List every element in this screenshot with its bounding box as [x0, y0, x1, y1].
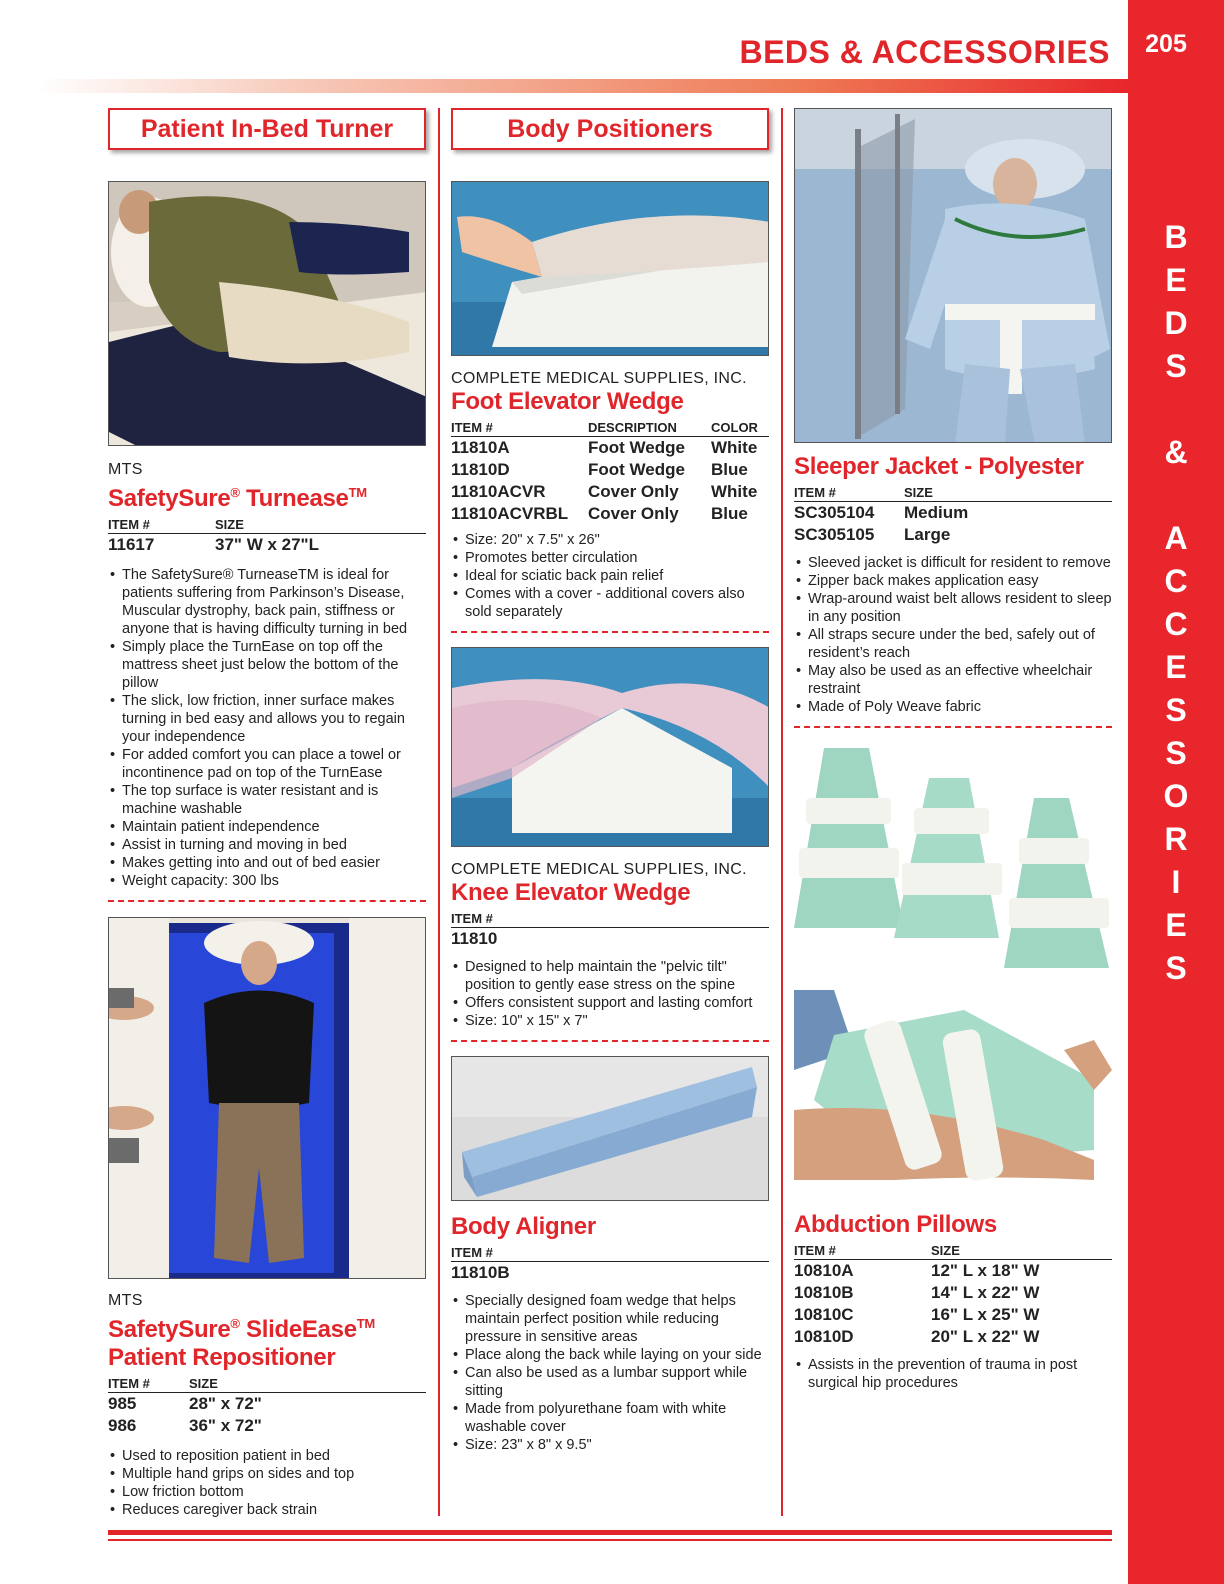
table-row: 10810B 14" L x 22" W [794, 1283, 1040, 1302]
list-item: • Simply place the TurnEase on top off the mattress sheet just below the bottom of the pillow [108, 638, 426, 692]
turnease-features [108, 566, 426, 890]
table-row: 10810D 20" L x 22" W [794, 1327, 1040, 1346]
side-tab-letter: & [1164, 434, 1188, 470]
table-row: 11810D Foot Wedge Blue [451, 460, 748, 479]
list-item: • All straps secure under the bed, safely out of resident’s reach [794, 626, 1112, 662]
col-header-item: ITEM # [108, 1376, 189, 1393]
category-header-positioners: Body Positioners [451, 108, 769, 150]
turnease-spec-table [108, 517, 426, 556]
side-section-tab [1128, 216, 1224, 990]
list-item: • Specially designed foam wedge that helps maintain perfect position while reducing pressure in sensitive areas [451, 1292, 769, 1346]
slideease-brand: MTS [108, 1292, 143, 1309]
table-row: 10810A 12" L x 18" W [794, 1261, 1040, 1280]
footer-rule [108, 1530, 1112, 1535]
column-turners [108, 108, 426, 1519]
table-row: 11810A Foot Wedge White [451, 438, 758, 457]
body-aligner-product-name: Body Aligner [451, 1213, 596, 1240]
foot-wedge-brand: COMPLETE MEDICAL SUPPLIES, INC. [451, 370, 747, 387]
side-tab-letter: E [1165, 907, 1187, 943]
dashed-divider [451, 1040, 769, 1042]
side-tab-letter: D [1164, 305, 1188, 341]
abduction-features [794, 1356, 1112, 1392]
sleeper-jacket-features [794, 554, 1112, 716]
list-item: • Used to reposition patient in bed [108, 1447, 426, 1465]
list-item: • Designed to help maintain the "pelvic tilt" position to gently ease stress on the spine [451, 958, 769, 994]
col-header-size: SIZE [189, 1376, 426, 1393]
list-item: • Size: 10" x 15" x 7" [451, 1012, 769, 1030]
list-item: • Weight capacity: 300 lbs [108, 872, 426, 890]
list-item: • Promotes better circulation [451, 549, 769, 567]
list-item: • Made from polyurethane foam with white washable cover [451, 1400, 769, 1436]
body-aligner-photo [451, 1056, 769, 1201]
col-header-color: COLOR [711, 420, 769, 437]
column-restraints [794, 108, 1112, 1392]
list-item: • Size: 23" x 8" x 9.5" [451, 1436, 769, 1454]
list-item: • Multiple hand grips on sides and top [108, 1465, 426, 1483]
body-aligner-spec-table [451, 1245, 769, 1284]
side-tab-letter: I [1171, 864, 1181, 900]
table-row: SC305104 Medium [794, 503, 969, 522]
col-header-item: ITEM # [108, 517, 215, 534]
slideease-product-name: SafetySure® SlideEase™ Patient Repositioner [108, 1316, 375, 1371]
abduction-product-name: Abduction Pillows [794, 1211, 997, 1238]
section-title: BEDS & ACCESSORIES [739, 34, 1110, 70]
col-header-item: ITEM # [794, 485, 904, 502]
side-tab-letter: S [1165, 735, 1187, 771]
side-tab-letter: E [1165, 649, 1187, 685]
side-tab-letter: E [1165, 262, 1187, 298]
list-item: • Place along the back while laying on your side [451, 1346, 769, 1364]
list-item: • The top surface is water resistant and is machine washable [108, 782, 426, 818]
side-tab-letter: A [1164, 520, 1188, 556]
side-tab-letter: S [1165, 348, 1187, 384]
col-header-description: DESCRIPTION [588, 420, 711, 437]
list-item: • Zipper back makes application easy [794, 572, 1112, 590]
dashed-divider [108, 900, 426, 902]
side-tab-letter: R [1164, 821, 1188, 857]
table-row: 11810ACVRBL Cover Only Blue [451, 504, 748, 523]
category-header-turner: Patient In-Bed Turner [108, 108, 426, 150]
knee-wedge-spec-table [451, 911, 769, 950]
list-item: • May also be used as an effective wheelchair restraint [794, 662, 1112, 698]
sleeper-jacket-spec-table [794, 485, 1112, 546]
dashed-divider [794, 726, 1112, 728]
slideease-spec-table [108, 1376, 426, 1437]
abduction-pillows-photo [794, 738, 1112, 968]
foot-wedge-product-name: Foot Elevator Wedge [451, 388, 684, 415]
list-item: • Assist in turning and moving in bed [108, 836, 426, 854]
side-tab-letter: O [1163, 778, 1189, 814]
list-item: • Ideal for sciatic back pain relief [451, 567, 769, 585]
dashed-divider [451, 631, 769, 633]
sleeper-jacket-product-name: Sleeper Jacket - Polyester [794, 453, 1084, 480]
foot-wedge-spec-table [451, 420, 769, 525]
foot-wedge-features [451, 531, 769, 621]
page-number: 205 [1145, 30, 1187, 58]
table-row: 11617 37" W x 27"L [108, 535, 319, 554]
column-divider-1 [438, 108, 440, 1516]
list-item: • Comes with a cover - additional covers also sold separately [451, 585, 769, 621]
list-item: • Offers consistent support and lasting comfort [451, 994, 769, 1012]
column-positioners [451, 108, 769, 1454]
knee-wedge-product-name: Knee Elevator Wedge [451, 879, 691, 906]
list-item: • Sleeved jacket is difficult for resident to remove [794, 554, 1112, 572]
table-row: 10810C 16" L x 25" W [794, 1305, 1040, 1324]
turnease-product-name: SafetySure® Turnease™ [108, 485, 367, 512]
col-header-size: SIZE [931, 1243, 1112, 1260]
list-item: • For added comfort you can place a towel or incontinence pad on top of the TurnEase [108, 746, 426, 782]
col-header-item: ITEM # [794, 1243, 931, 1260]
abduction-spec-table [794, 1243, 1112, 1348]
list-item: • Can also be used as a lumbar support while sitting [451, 1364, 769, 1400]
column-divider-2 [781, 108, 783, 1516]
slideease-photo [108, 917, 426, 1279]
list-item: • The SafetySure® TurneaseTM is ideal for patients suffering from Parkinson’s Disease, Muscular dystrophy, back pain, stiffness or anyone that is having difficulty turning in bed [108, 566, 426, 638]
list-item: • Size: 20" x 7.5" x 26" [451, 531, 769, 549]
abduction-leg-photo [794, 990, 1112, 1200]
table-row: 11810B [451, 1263, 510, 1282]
body-aligner-features [451, 1292, 769, 1454]
table-row: 985 28" x 72" [108, 1394, 262, 1413]
table-row: SC305105 Large [794, 525, 951, 544]
list-item: • Low friction bottom [108, 1483, 426, 1501]
header-gradient-rule [36, 79, 1128, 93]
slideease-features [108, 1447, 426, 1519]
side-tab-letter: S [1165, 950, 1187, 986]
table-row: 986 36" x 72" [108, 1416, 262, 1435]
col-header-size: SIZE [904, 485, 1112, 502]
knee-wedge-photo [451, 647, 769, 847]
side-tab-letter: C [1164, 563, 1188, 599]
list-item: • Made of Poly Weave fabric [794, 698, 1112, 716]
col-header-item: ITEM # [451, 911, 769, 928]
table-row: 11810ACVR Cover Only White [451, 482, 758, 501]
knee-wedge-features [451, 958, 769, 1030]
col-header-size: SIZE [215, 517, 426, 534]
side-tab-letter [1128, 388, 1224, 431]
list-item: • Reduces caregiver back strain [108, 1501, 426, 1519]
foot-wedge-photo [451, 181, 769, 356]
col-header-item: ITEM # [451, 1245, 769, 1262]
table-row: 11810 [451, 929, 498, 948]
sleeper-jacket-photo [794, 108, 1112, 443]
col-header-item: ITEM # [451, 420, 588, 437]
side-tab-letter [1128, 474, 1224, 517]
footer-rule-thin [108, 1539, 1112, 1541]
list-item: • Wrap-around waist belt allows resident to sleep in any position [794, 590, 1112, 626]
list-item: • The slick, low friction, inner surface makes turning in bed easy and allows you to regain your independence [108, 692, 426, 746]
list-item: • Maintain patient independence [108, 818, 426, 836]
side-tab-letter: S [1165, 692, 1187, 728]
list-item: • Assists in the prevention of trauma in post surgical hip procedures [794, 1356, 1112, 1392]
list-item: • Makes getting into and out of bed easier [108, 854, 426, 872]
knee-wedge-brand: COMPLETE MEDICAL SUPPLIES, INC. [451, 861, 747, 878]
turnease-brand: MTS [108, 461, 143, 478]
side-tab-letter: B [1164, 219, 1188, 255]
turnease-photo [108, 181, 426, 446]
side-tab-letter: C [1164, 606, 1188, 642]
